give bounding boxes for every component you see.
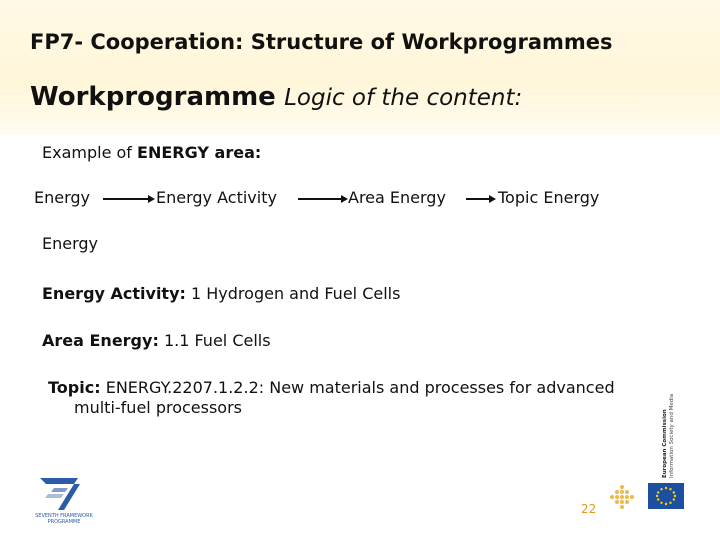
topic-value-1: ENERGY.2207.1.2.2: New materials and processes for advanced [105,378,615,397]
chain-item-energy: Energy [34,188,91,207]
detail-energy: Energy [42,234,99,253]
chain-item-area: Area Energy [348,188,446,207]
example-heading [42,143,261,162]
detail-area [42,331,271,350]
area-value: 1.1 Fuel Cells [163,331,271,350]
ec-line-2: Information Society and Media [669,393,675,478]
eu-flag-icon [648,483,684,509]
detail-topic [48,378,708,418]
example-prefix: Example of [42,143,132,162]
ec-line-1: European Commission [662,409,668,478]
header-band [0,0,720,135]
chain-item-topic: Topic Energy [498,188,600,207]
page-number: 22 [581,502,597,516]
ec-vertical-text [660,380,675,480]
detail-activity [42,284,400,303]
topic-line-2: multi-fuel processors [74,398,242,417]
topic-label: Topic: [48,378,101,397]
chain-arrow-1 [103,198,149,200]
fp7-logo-line-1: SEVENTH FRAMEWORK [35,513,93,519]
fp7-logo [34,476,94,524]
fp7-seven-icon [40,478,80,510]
subtitle-bold: Workprogramme [30,82,276,112]
area-label: Area Energy: [42,331,159,350]
fp7-logo-line-2: PROGRAMME [47,519,81,525]
topic-line-1 [48,378,708,398]
activity-value: 1 Hydrogen and Fuel Cells [191,284,401,303]
dots-ornament-icon [604,484,640,514]
slide-subtitle [30,82,522,112]
chain-arrow-2 [298,198,342,200]
chain-arrow-3 [466,198,490,200]
activity-label: Energy Activity: [42,284,186,303]
subtitle-italic: Logic of the content: [284,85,523,111]
example-bold: ENERGY area: [137,143,262,162]
slide-title: FP7- Cooperation: Structure of Workprogrammes [30,30,613,54]
chain-item-activity: Energy Activity [156,188,277,207]
